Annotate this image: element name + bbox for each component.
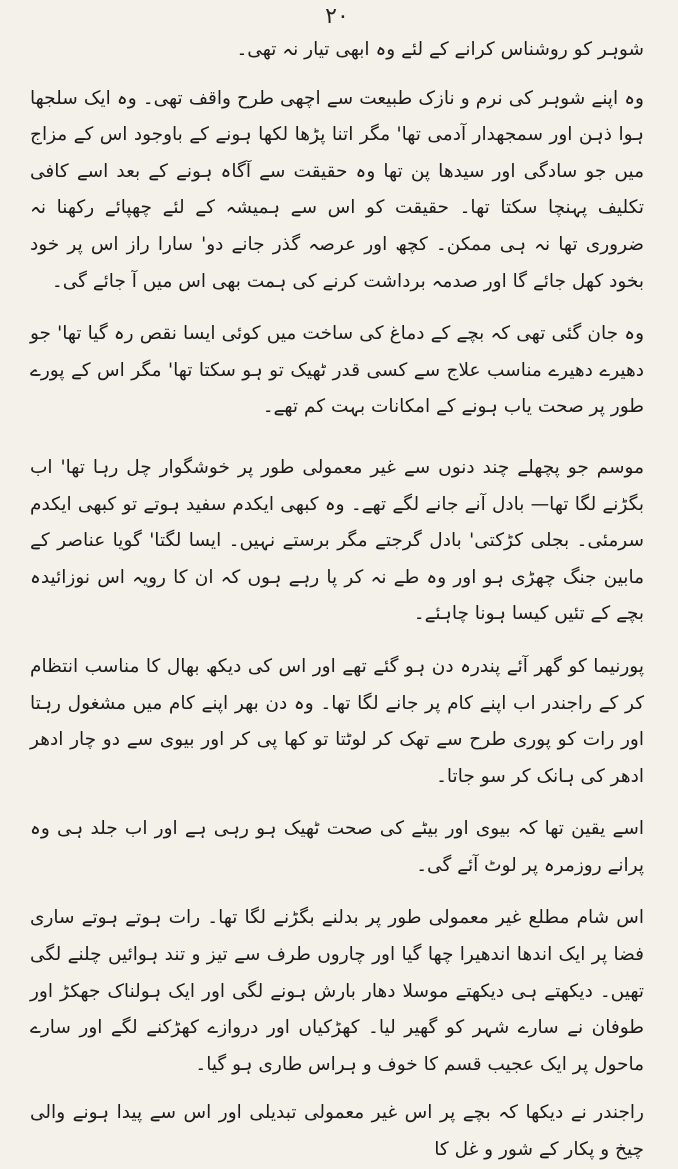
paragraph-gap bbox=[30, 633, 644, 649]
paragraph-6: اسے یقین تھا کہ بیوی اور بیٹے کی صحت ٹھیک ہو رہی ہے اور اب جلد ہی وہ پرانے روزمرہ پر لوٹ آئے گی۔ bbox=[30, 818, 644, 876]
paragraph-4: موسم جو پچھلے چند دنوں سے غیر معمولی طور پر خوشگوار چل رہا تھا' اب بگڑنے لگا تھا— بادل آنے جانے لگے تھے۔ وہ کبھی ایکدم سفید ہوتے تو کبھی ایکدم سرمئی۔ بجلی کڑکتی' بادل گرجتے مگر برستے نہیں۔ ایسا لگتا' گویا عناصر کے مابین جنگ چھڑی ہو اور وہ طے نہ کر پا رہے ہوں کہ ان کا رویہ اس نوزائیدہ بچے کے تئیں کیسا ہونا چاہئے۔ bbox=[30, 456, 644, 625]
paragraph-1: شوہر کو روشناس کرانے کے لئے وہ ابھی تیار نہ تھی۔ bbox=[236, 39, 644, 60]
paragraph-3: وہ جان گئی تھی کہ بچے کے دماغ کی ساخت میں کوئی ایسا نقص رہ گیا تھا' جو دھیرے دھیرے مناسب علاج سے کسی قدر ٹھیک تو ہو سکتا تھا' مگر اس کے پورے طور پر صحت یاب ہونے کے امکانات بہت کم تھے۔ bbox=[30, 323, 644, 418]
paragraph-5: پورنیما کو گھر آئے پندرہ دن ہو گئے تھے اور اس کی دیکھ بھال کا مناسب انتظام کر کے راجندر اب اپنے کام پر جانے لگا تھا۔ وہ دن بھر اپنے کام میں مشغول رہتا اور رات کو پوری طرح سے تھک کر لوٹتا تو کھا پی کر اور بیوی سے دو چار ادھر ادھر کی ہانک کر سو جاتا۔ bbox=[30, 655, 644, 787]
paragraph-8: راجندر نے دیکھا کہ بچے پر اس غیر معمولی تبدیلی اور اس سے پیدا ہونے والی چیخ و پکار کے شور و غل کا bbox=[30, 1102, 644, 1161]
paragraph-gap bbox=[30, 300, 644, 316]
paragraph-gap bbox=[30, 69, 644, 81]
paragraph-gap bbox=[30, 884, 644, 900]
paragraph-gap bbox=[30, 795, 644, 811]
page-number: ۲۰ bbox=[325, 4, 349, 29]
paragraph-gap bbox=[30, 1083, 644, 1095]
paragraph-2: وہ اپنے شوہر کی نرم و نازک طبیعت سے اچھی طرح واقف تھی۔ وہ ایک سلجھا ہوا ذہن اور سمجھدار آدمی تھا' مگر اتنا پڑھا لکھا ہونے کے باوجود اس کے مزاج میں جو سادگی اور سیدھا پن تھا وہ حقیقت سے آگاہ ہونے کے بعد اسے کافی تکلیف پہنچا سکتا تھا۔ حقیقت کو اس سے ہمیشہ کے لئے چھپائے رکھنا نہ ضروری تھا نہ ہی ممکن۔ کچھ اور عرصہ گذر جانے دو' سارا راز اس پر خود بخود کھل جائے گا اور صدمہ برداشت کرنے کی ہمت بھی اس میں آ جائے گی۔ bbox=[30, 87, 644, 292]
paragraph-7: اس شام مطلع غیر معمولی طور پر بدلنے بگڑنے لگا تھا۔ رات ہوتے ہوتے ساری فضا پر ایک اندھا اندھیرا چھا گیا اور چاروں طرف سے تیز و تند ہوائیں چلنے لگی تھیں۔ دیکھتے ہی دیکھتے موسلا دھار بارش ہونے لگی اور ایک ہولناک جھکڑ اور طوفان نے سارے شہر کو گھیر لیا۔ کھڑکیاں اور دروازے کھڑکنے لگے اور سارے ماحول پر ایک عجیب قسم کا خوف و ہراس طاری ہو گیا۔ bbox=[30, 907, 644, 1075]
paragraph-gap bbox=[30, 426, 644, 450]
